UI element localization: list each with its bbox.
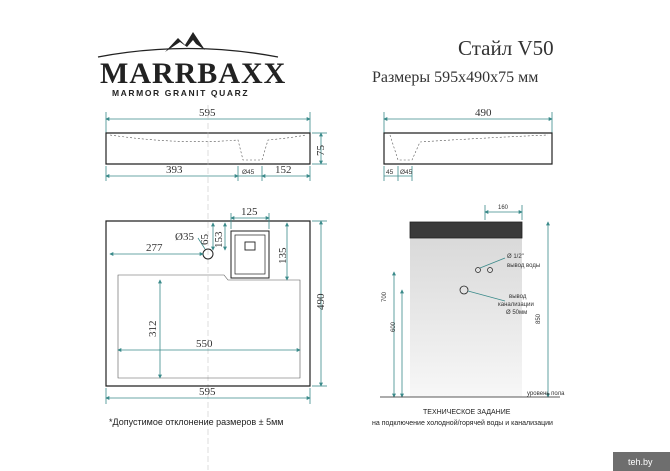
side-view xyxy=(384,107,552,181)
brand-tagline: MARMOR GRANIT QUARZ xyxy=(112,88,250,98)
top-dim-277: 277 xyxy=(146,242,163,254)
spec-title: ТЕХНИЧЕСКОЕ ЗАДАНИЕ xyxy=(423,409,511,416)
top-bowl-width: 550 xyxy=(196,338,213,350)
watermark xyxy=(613,452,670,471)
front-height-label: 75 xyxy=(315,145,327,156)
top-width-label: 595 xyxy=(199,386,216,398)
top-depth-label: 490 xyxy=(315,293,327,310)
watermark-text: teh.by xyxy=(628,457,653,467)
model-dimensions: Размеры 595х490х75 мм xyxy=(372,69,539,86)
tolerance-note: *Допустимое отклонение размеров ± 5мм xyxy=(109,417,284,427)
floor-level-label: уровень пола xyxy=(527,391,565,397)
front-drain-diameter: Ø45 xyxy=(242,169,255,176)
top-dim-65: 65 xyxy=(199,234,211,245)
install-view xyxy=(372,205,565,427)
top-dim-153: 153 xyxy=(213,231,225,248)
top-tap-hole: Ø35 xyxy=(175,231,194,243)
install-h700: 700 xyxy=(382,291,388,302)
top-overflow-width: 125 xyxy=(241,206,258,218)
side-depth-label: 490 xyxy=(475,107,492,119)
brand-logo xyxy=(98,32,286,98)
drain-label-2: канализации xyxy=(498,302,534,308)
pipe-size-label: Ø 1/2" xyxy=(507,254,524,260)
model-title: Стайл V50 xyxy=(458,36,554,60)
top-view xyxy=(106,206,327,404)
front-view xyxy=(106,105,327,470)
front-width-label: 595 xyxy=(199,107,216,119)
spec-text: на подключение холодной/горячей воды и канализации xyxy=(372,420,553,427)
drain-label-3: Ø 50мм xyxy=(506,310,528,316)
install-dim-160: 160 xyxy=(498,205,509,211)
side-dim-b: Ø45 xyxy=(400,169,413,176)
brand-name: MARRBAXX xyxy=(100,57,287,90)
top-dim-135: 135 xyxy=(277,247,289,264)
install-h600: 600 xyxy=(391,321,397,332)
drain-label-1: вывод xyxy=(509,294,527,300)
water-outlet-label: вывод воды xyxy=(507,263,541,269)
front-right-offset: 152 xyxy=(275,164,292,176)
front-left-offset: 393 xyxy=(166,164,183,176)
side-dim-a: 45 xyxy=(386,169,394,176)
install-h850: 850 xyxy=(536,313,542,324)
top-bowl-depth: 312 xyxy=(147,320,159,337)
